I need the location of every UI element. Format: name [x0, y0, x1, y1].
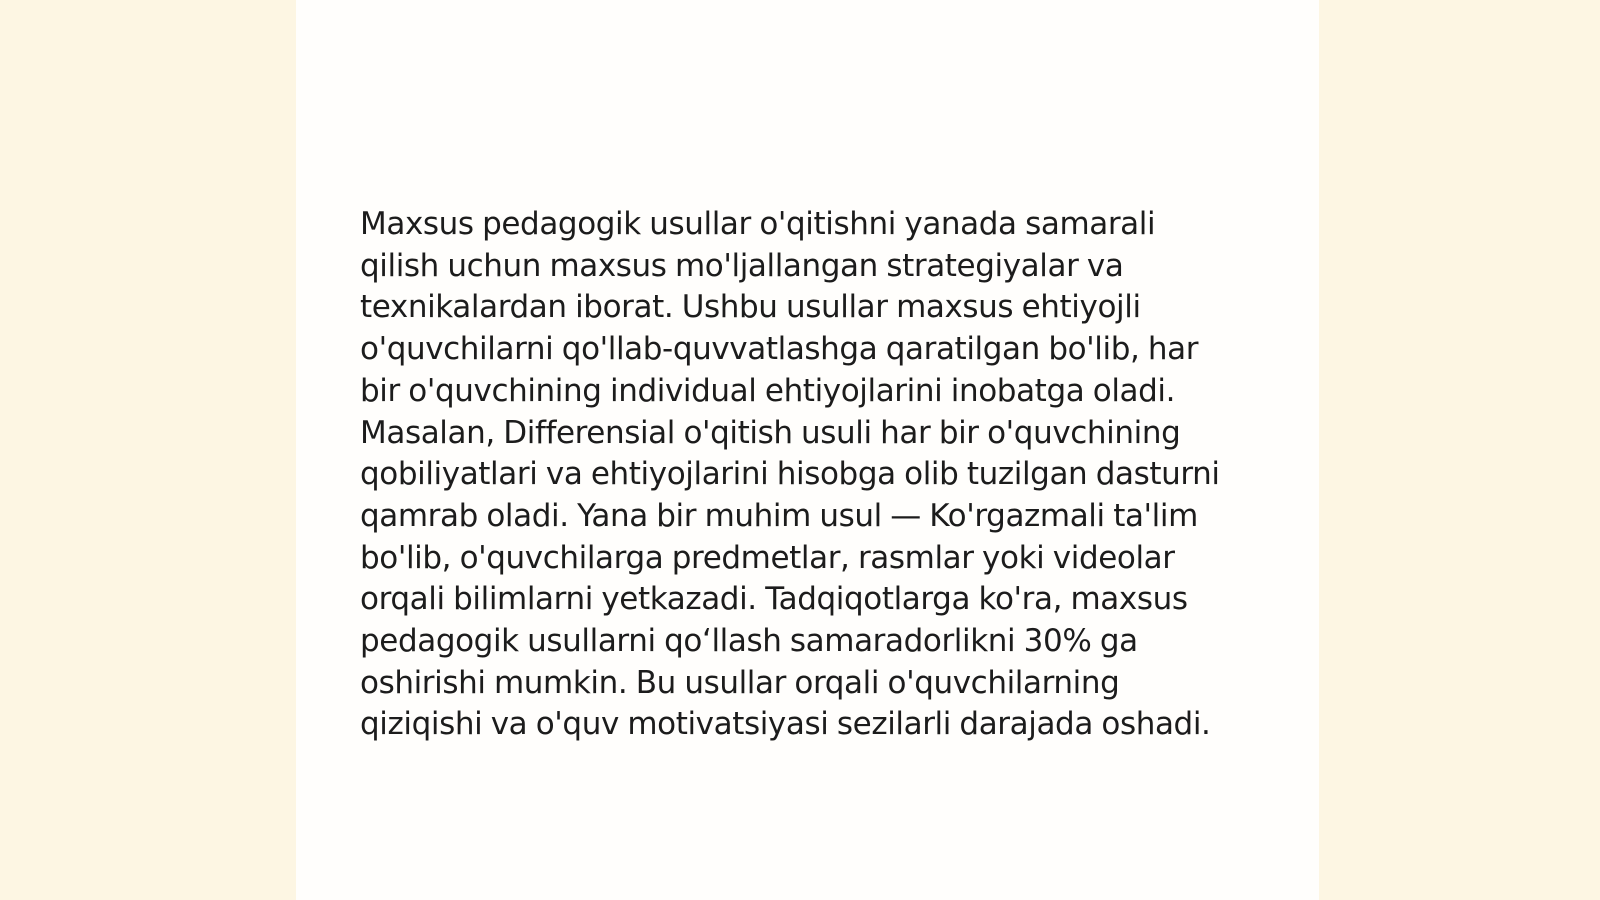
slide	[296, 0, 1319, 900]
slide-body-paragraph: Maxsus pedagogik usullar o'qitishni yanada samarali qilish uchun maxsus mo'ljallangan strategiyalar va texnikalardan iborat. Ushbu usullar maxsus ehtiyojli o'quvchilarni qo'llab-quvvatlashga qaratilgan bo'lib, har bir o'quvchining individual ehtiyojlarini inobatga oladi. Masalan, Differensial o'qitish usuli har bir o'quvchining qobiliyatlari va ehtiyojlarini hisobga olib tuzilgan dasturni qamrab oladi. Yana bir muhim usul — Ko'rgazmali ta'lim bo'lib, o'quvchilarga predmetlar, rasmlar yoki videolar orqali bilimlarni yetkazadi. Tadqiqotlarga ko'ra, maxsus pedagogik usullarni qo‘llash samaradorlikni 30% ga oshirishi mumkin. Bu usullar orqali o'quvchilarning qiziqishi va o'quv motivatsiyasi sezilarli darajada oshadi.	[360, 206, 1220, 743]
